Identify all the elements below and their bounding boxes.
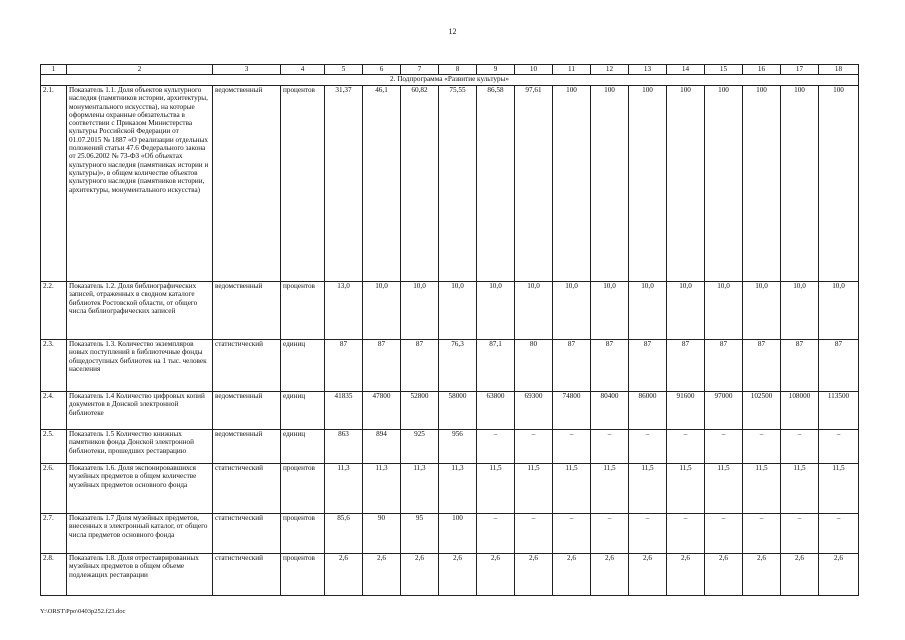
indicator-value: 11,5 [629, 464, 667, 514]
indicator-unit: процентов [281, 282, 325, 340]
indicator-value: – [667, 514, 705, 554]
indicator-value: 100 [743, 86, 781, 282]
column-number-cell: 10 [515, 65, 553, 75]
indicator-value: 13,0 [325, 282, 363, 340]
row-number: 2.3. [41, 340, 67, 392]
column-number-cell: 18 [819, 65, 859, 75]
indicator-value: 863 [325, 430, 363, 464]
indicator-value: 100 [667, 86, 705, 282]
indicator-value: – [743, 514, 781, 554]
indicator-value: 87 [591, 340, 629, 392]
indicator-value: – [591, 514, 629, 554]
indicator-name: Показатель 1.3. Количество экземпляров новых поступлений в библиотечные фонды общедоступных библиотек на 1 тыс. человек населения [67, 340, 213, 392]
table-row [41, 430, 859, 464]
column-number-cell: 3 [213, 65, 281, 75]
row-number: 2.4. [41, 392, 67, 430]
column-number-cell: 2 [67, 65, 213, 75]
column-number-cell: 12 [591, 65, 629, 75]
indicator-value: 2,6 [401, 554, 439, 596]
row-number: 2.6. [41, 464, 67, 514]
indicator-value: 10,0 [401, 282, 439, 340]
indicator-name: Показатель 1.6. Доля экспонировавшихся музейных предметов в общем количестве музейных предметов основного фонда [67, 464, 213, 514]
indicator-value: 2,6 [553, 554, 591, 596]
indicator-value: 11,5 [477, 464, 515, 514]
column-number-cell: 4 [281, 65, 325, 75]
indicator-value: 11,5 [781, 464, 819, 514]
indicator-value: 11,5 [743, 464, 781, 514]
indicator-value: 87 [401, 340, 439, 392]
indicator-value: – [477, 514, 515, 554]
indicator-value: 76,3 [439, 340, 477, 392]
indicator-value: 91600 [667, 392, 705, 430]
indicator-value: 11,5 [667, 464, 705, 514]
indicator-value: 41835 [325, 392, 363, 430]
indicator-value: 90 [363, 514, 401, 554]
indicator-value: 100 [439, 514, 477, 554]
indicator-value: 11,3 [325, 464, 363, 514]
indicator-value: 2,6 [667, 554, 705, 596]
row-number: 2.8. [41, 554, 67, 596]
indicator-value: 87 [363, 340, 401, 392]
indicator-name: Показатель 1.1. Доля объектов культурного наследия (памятников истории, архитектуры, монументального искусства), на которые оформлены охранные обязательства в соответствии с Приказом Министерства культуры Российской Федерации от 01.07.2015 № 1887 «О реализации отдельных положений статьи 47.6 Федерального закона от 25.06.2002 № 73-ФЗ «Об объектах культурного наследия (памятниках истории и культуры)», в общем количестве объектов культурного наследия (памятников истории, архитектуры, монументального искусства) [67, 86, 213, 282]
indicator-value: 85,6 [325, 514, 363, 554]
indicator-value: 10,0 [743, 282, 781, 340]
indicator-value: 74800 [553, 392, 591, 430]
indicator-source: ведомственный [213, 392, 281, 430]
indicator-value: 2,6 [781, 554, 819, 596]
indicator-value: 47800 [363, 392, 401, 430]
indicator-value: 75,55 [439, 86, 477, 282]
section-title: 2. Подпрограмма «Развитие культуры» [41, 75, 859, 86]
indicator-source: ведомственный [213, 430, 281, 464]
indicator-value: 95 [401, 514, 439, 554]
indicator-value: 10,0 [629, 282, 667, 340]
indicator-value: – [667, 430, 705, 464]
table-row [41, 554, 859, 596]
column-number-row [41, 65, 859, 75]
indicator-value: 11,3 [401, 464, 439, 514]
row-number: 2.1. [41, 86, 67, 282]
column-number-cell: 17 [781, 65, 819, 75]
indicator-source: статистический [213, 554, 281, 596]
indicator-name: Показатель 1.7 Доля музейных предметов, внесенных в электронный каталог, от общего числа предметов основного фонда [67, 514, 213, 554]
indicator-value: 11,5 [591, 464, 629, 514]
indicator-value: 87,1 [477, 340, 515, 392]
indicator-value: 10,0 [515, 282, 553, 340]
indicator-value: 63800 [477, 392, 515, 430]
indicator-value: 87 [743, 340, 781, 392]
indicator-value: 11,5 [553, 464, 591, 514]
row-number: 2.2. [41, 282, 67, 340]
indicator-value: 11,3 [363, 464, 401, 514]
indicator-value: 2,6 [591, 554, 629, 596]
indicator-value: 11,5 [819, 464, 859, 514]
indicator-value: 113500 [819, 392, 859, 430]
indicator-unit: процентов [281, 554, 325, 596]
indicator-source: статистический [213, 340, 281, 392]
indicator-name: Показатель 1.8. Доля отреставрированных музейных предметов в общем объеме подлежащих реставрации [67, 554, 213, 596]
column-number-cell: 8 [439, 65, 477, 75]
indicator-value: 10,0 [819, 282, 859, 340]
column-number-cell: 9 [477, 65, 515, 75]
indicator-value: 10,0 [553, 282, 591, 340]
indicator-value: – [591, 430, 629, 464]
table-row [41, 340, 859, 392]
indicator-value: 11,3 [439, 464, 477, 514]
indicator-unit: единиц [281, 340, 325, 392]
indicator-value: 10,0 [363, 282, 401, 340]
indicator-value: 2,6 [515, 554, 553, 596]
indicator-value: – [781, 514, 819, 554]
indicator-source: ведомственный [213, 86, 281, 282]
indicator-value: – [553, 514, 591, 554]
indicator-value: 60,82 [401, 86, 439, 282]
section-row [41, 75, 859, 86]
indicator-source: статистический [213, 514, 281, 554]
footer-file-path: Y:\ORST\Ppo\0403p252.f23.doc [40, 608, 126, 615]
table-row [41, 282, 859, 340]
indicator-value: 2,6 [439, 554, 477, 596]
indicator-value: 925 [401, 430, 439, 464]
indicator-value: 11,5 [705, 464, 743, 514]
indicator-value: 100 [591, 86, 629, 282]
indicator-value: 102500 [743, 392, 781, 430]
indicator-value: 86,58 [477, 86, 515, 282]
indicator-value: 46,1 [363, 86, 401, 282]
indicator-value: – [781, 430, 819, 464]
indicator-value: – [705, 514, 743, 554]
indicator-value: 87 [325, 340, 363, 392]
indicator-value: 52800 [401, 392, 439, 430]
indicator-value: 10,0 [439, 282, 477, 340]
indicator-value: 2,6 [629, 554, 667, 596]
indicator-value: 894 [363, 430, 401, 464]
indicator-unit: единиц [281, 392, 325, 430]
indicator-name: Показатель 1.5 Количество книжных памятников фонда Донской электронной библиотеки, прошедших реставрацию [67, 430, 213, 464]
column-number-cell: 1 [41, 65, 67, 75]
indicator-value: – [629, 430, 667, 464]
table-row [41, 392, 859, 430]
indicator-value: 80400 [591, 392, 629, 430]
page-number: 12 [448, 27, 457, 36]
indicator-value: – [477, 430, 515, 464]
indicator-value: 86000 [629, 392, 667, 430]
indicator-value: 69300 [515, 392, 553, 430]
indicator-value: 87 [705, 340, 743, 392]
indicators-table [40, 64, 859, 596]
indicator-value: 10,0 [477, 282, 515, 340]
indicator-source: статистический [213, 464, 281, 514]
indicator-value: 2,6 [743, 554, 781, 596]
row-number: 2.5. [41, 430, 67, 464]
indicator-value: 10,0 [781, 282, 819, 340]
indicator-name: Показатель 1.2. Доля библиографических записей, отраженных в сводном каталоге библиотек Ростовской области, от общего числа библиографических записей [67, 282, 213, 340]
indicator-value: 11,5 [515, 464, 553, 514]
indicator-value: 80 [515, 340, 553, 392]
indicator-name: Показатель 1.4 Количество цифровых копий документов в Донской электронной библиотеке [67, 392, 213, 430]
table-row [41, 464, 859, 514]
indicator-value: – [819, 514, 859, 554]
table-row [41, 514, 859, 554]
indicator-value: 97000 [705, 392, 743, 430]
indicator-value: – [705, 430, 743, 464]
indicator-value: – [819, 430, 859, 464]
column-number-cell: 14 [667, 65, 705, 75]
column-number-cell: 13 [629, 65, 667, 75]
indicator-value: 956 [439, 430, 477, 464]
column-number-cell: 11 [553, 65, 591, 75]
indicator-value: 2,6 [363, 554, 401, 596]
indicator-source: ведомственный [213, 282, 281, 340]
indicator-value: 100 [553, 86, 591, 282]
column-number-cell: 5 [325, 65, 363, 75]
indicator-value: 87 [553, 340, 591, 392]
indicator-value: – [743, 430, 781, 464]
indicator-value: 87 [667, 340, 705, 392]
indicator-value: 10,0 [667, 282, 705, 340]
indicator-value: 2,6 [819, 554, 859, 596]
indicator-value: 2,6 [325, 554, 363, 596]
indicator-unit: единиц [281, 430, 325, 464]
indicator-value: 2,6 [705, 554, 743, 596]
column-number-cell: 6 [363, 65, 401, 75]
indicator-value: 87 [629, 340, 667, 392]
column-number-cell: 16 [743, 65, 781, 75]
column-number-cell: 7 [401, 65, 439, 75]
table-row [41, 86, 859, 282]
indicator-value: 58000 [439, 392, 477, 430]
indicator-value: 87 [781, 340, 819, 392]
indicator-unit: процентов [281, 514, 325, 554]
indicator-value: 31,37 [325, 86, 363, 282]
indicator-value: 100 [819, 86, 859, 282]
indicator-unit: процентов [281, 464, 325, 514]
indicator-unit: процентов [281, 86, 325, 282]
indicator-value: 97,61 [515, 86, 553, 282]
indicator-value: 2,6 [477, 554, 515, 596]
indicator-value: 100 [781, 86, 819, 282]
indicator-value: 87 [819, 340, 859, 392]
indicator-value: 10,0 [705, 282, 743, 340]
indicator-value: 108000 [781, 392, 819, 430]
indicator-value: – [629, 514, 667, 554]
column-number-cell: 15 [705, 65, 743, 75]
indicator-value: – [553, 430, 591, 464]
indicator-value: – [515, 514, 553, 554]
indicator-value: – [515, 430, 553, 464]
indicator-value: 100 [705, 86, 743, 282]
row-number: 2.7. [41, 514, 67, 554]
indicator-value: 100 [629, 86, 667, 282]
indicator-value: 10,0 [591, 282, 629, 340]
